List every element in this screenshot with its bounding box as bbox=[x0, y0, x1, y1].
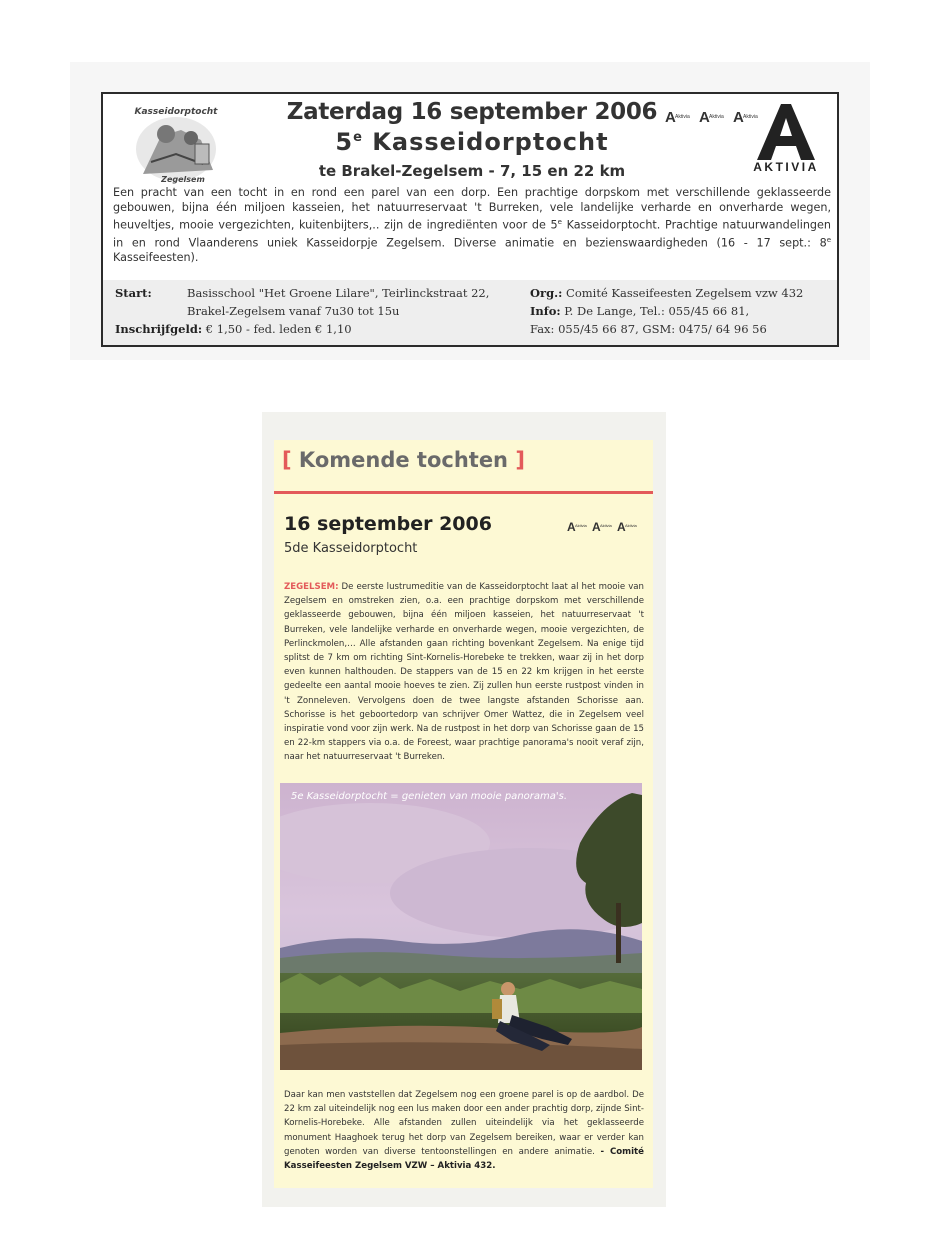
info-phone-line: Info: P. De Lange, Tel.: 055/45 66 81, bbox=[530, 304, 750, 318]
section-header: [ Komende tochten ] bbox=[282, 448, 525, 472]
svg-text:Kasseidorptocht: Kasseidorptocht bbox=[134, 107, 218, 117]
article-body-intro: ZEGELSEM: De eerste lustrumeditie van de Kasseidorptocht laat al het mooie van Zegelsem en omstreken zien, o.a. een prachtige dorpskom met verschillende geklasseerde gebouwen, bijna één miljoen kasseien, het natuurreservaat 't Burreken, vele landelijke verharde en onverharde wegen, mooie vergezichten, de Perlinckmolen,… Alle afstanden gaan richting bovenkant Zegelsem. Na enige tijd splitst de 7 km om richting Sint-Kornelis-Horebeke te trekken, waar zij in het dorp even kunnen halthouden. De stappers van de 15 en 22 km krijgen in het eerste gedeelte een aantal mooie hoeves te zien. Zij zullen hun eerste rustpost vinden in 't Zonneleven. Vervolgens doen de twee langste afstanden Schorisse aan. Schorisse is het geboortedorp van schrijver Omer Wattez, die in Zegelsem veel inspiratie vond voor zijn werk. Na de rustpost in het dorp van Schorisse gaan de 15 en 22-km stappers via o.a. de Foreest, waar prachtige panorama's nooit veraf zijn, naar het natuurreservaat 't Burreken. bbox=[284, 582, 644, 763]
svg-text:A: A bbox=[567, 520, 576, 534]
svg-text:Aktivia: Aktivia bbox=[743, 114, 758, 120]
organizer-line: Org.: Comité Kasseifeesten Zegelsem vzw 432 bbox=[530, 286, 804, 300]
aktivia-mini-logos bbox=[663, 104, 763, 126]
aktivia-wordmark: AKTIVIA bbox=[753, 160, 819, 174]
svg-text:Aktivia: Aktivia bbox=[625, 523, 637, 528]
landscape-photo bbox=[280, 783, 642, 1070]
start-time: Brakel-Zegelsem vanaf 7u30 tot 15u bbox=[187, 304, 400, 318]
svg-text:Aktivia: Aktivia bbox=[709, 114, 724, 120]
fax-gsm-line: Fax: 055/45 66 87, GSM: 0475/ 64 96 56 bbox=[530, 322, 767, 336]
svg-text:Aktivia: Aktivia bbox=[675, 114, 690, 120]
article-komende-tochten bbox=[274, 440, 653, 1188]
svg-text:A: A bbox=[699, 109, 710, 126]
fee-line: Inschrijfgeld: € 1,50 - fed. leden € 1,10 bbox=[115, 322, 352, 336]
start-address: Basisschool "Het Groene Lilare", Teirlinckstraat 22, bbox=[187, 286, 490, 300]
ad-date-heading: Zaterdag 16 september 2006 bbox=[286, 99, 658, 125]
article-signature: - Comité Kasseifeesten Zegelsem VZW – Aktivia 432. bbox=[284, 1146, 644, 1172]
svg-text:A: A bbox=[617, 520, 626, 534]
start-label: Start: bbox=[115, 286, 152, 300]
aktivia-mini-logos-article bbox=[566, 516, 642, 534]
ad-description: Een pracht van een tocht in en rond een parel van een dorp. Een prachtige dorpskom met verschillende geklasseerde gebouwen, bijna één miljoen kasseien, het natuurreservaat 't Burreken, vele landelijke verharde en onverharde wegen, heuveltjes, mooie vergezichten, kuitenbijters,.. zijn de ingrediënten voor de 5e Kasseidorptocht. Prachtige natuurwandelingen in en rond Vlaanderens uniek Kasseidorpje Zegelsem. Diverse animatie en bezienswaardigheden (16 - 17 sept.: 8e Kasseifeesten). bbox=[113, 186, 831, 265]
photo-caption: 5e Kasseidorptocht = genieten van mooie panorama's. bbox=[291, 791, 568, 802]
aktivia-logo bbox=[751, 102, 821, 162]
article-kicker: ZEGELSEM: bbox=[284, 582, 339, 592]
section-divider bbox=[274, 491, 653, 494]
svg-text:Aktivia: Aktivia bbox=[600, 523, 612, 528]
svg-text:Zegelsem: Zegelsem bbox=[161, 175, 205, 184]
ad-event-title: 5e Kasseidorptocht bbox=[335, 128, 609, 156]
article-date: 16 september 2006 bbox=[284, 513, 492, 535]
ad-subtitle: te Brakel-Zegelsem - 7, 15 en 22 km bbox=[318, 162, 626, 180]
advertisement-box bbox=[101, 92, 839, 347]
svg-text:A: A bbox=[733, 109, 744, 126]
ad-info-bar bbox=[103, 280, 839, 347]
svg-text:A: A bbox=[665, 109, 676, 126]
article-title: 5de Kasseidorptocht bbox=[284, 541, 418, 556]
svg-text:A: A bbox=[592, 520, 601, 534]
svg-text:Aktivia: Aktivia bbox=[575, 523, 587, 528]
article-body-closing: Daar kan men vaststellen dat Zegelsem nog een groene parel is op de aardbol. De 22 km zal uiteindelijk nog een lus maken door een ander prachtig dorp, zijnde Sint-Kornelis-Horebeke. Alle afstanden zullen uiteindelijk via het geklasseerde monument Haaghoek terug het dorp van Zegelsem bereiken, waar er verder kan genoten worden van diverse tentoonstellingen en andere animatie. - Comité Kasseifeesten Zegelsem VZW – Aktivia 432. bbox=[284, 1090, 644, 1172]
